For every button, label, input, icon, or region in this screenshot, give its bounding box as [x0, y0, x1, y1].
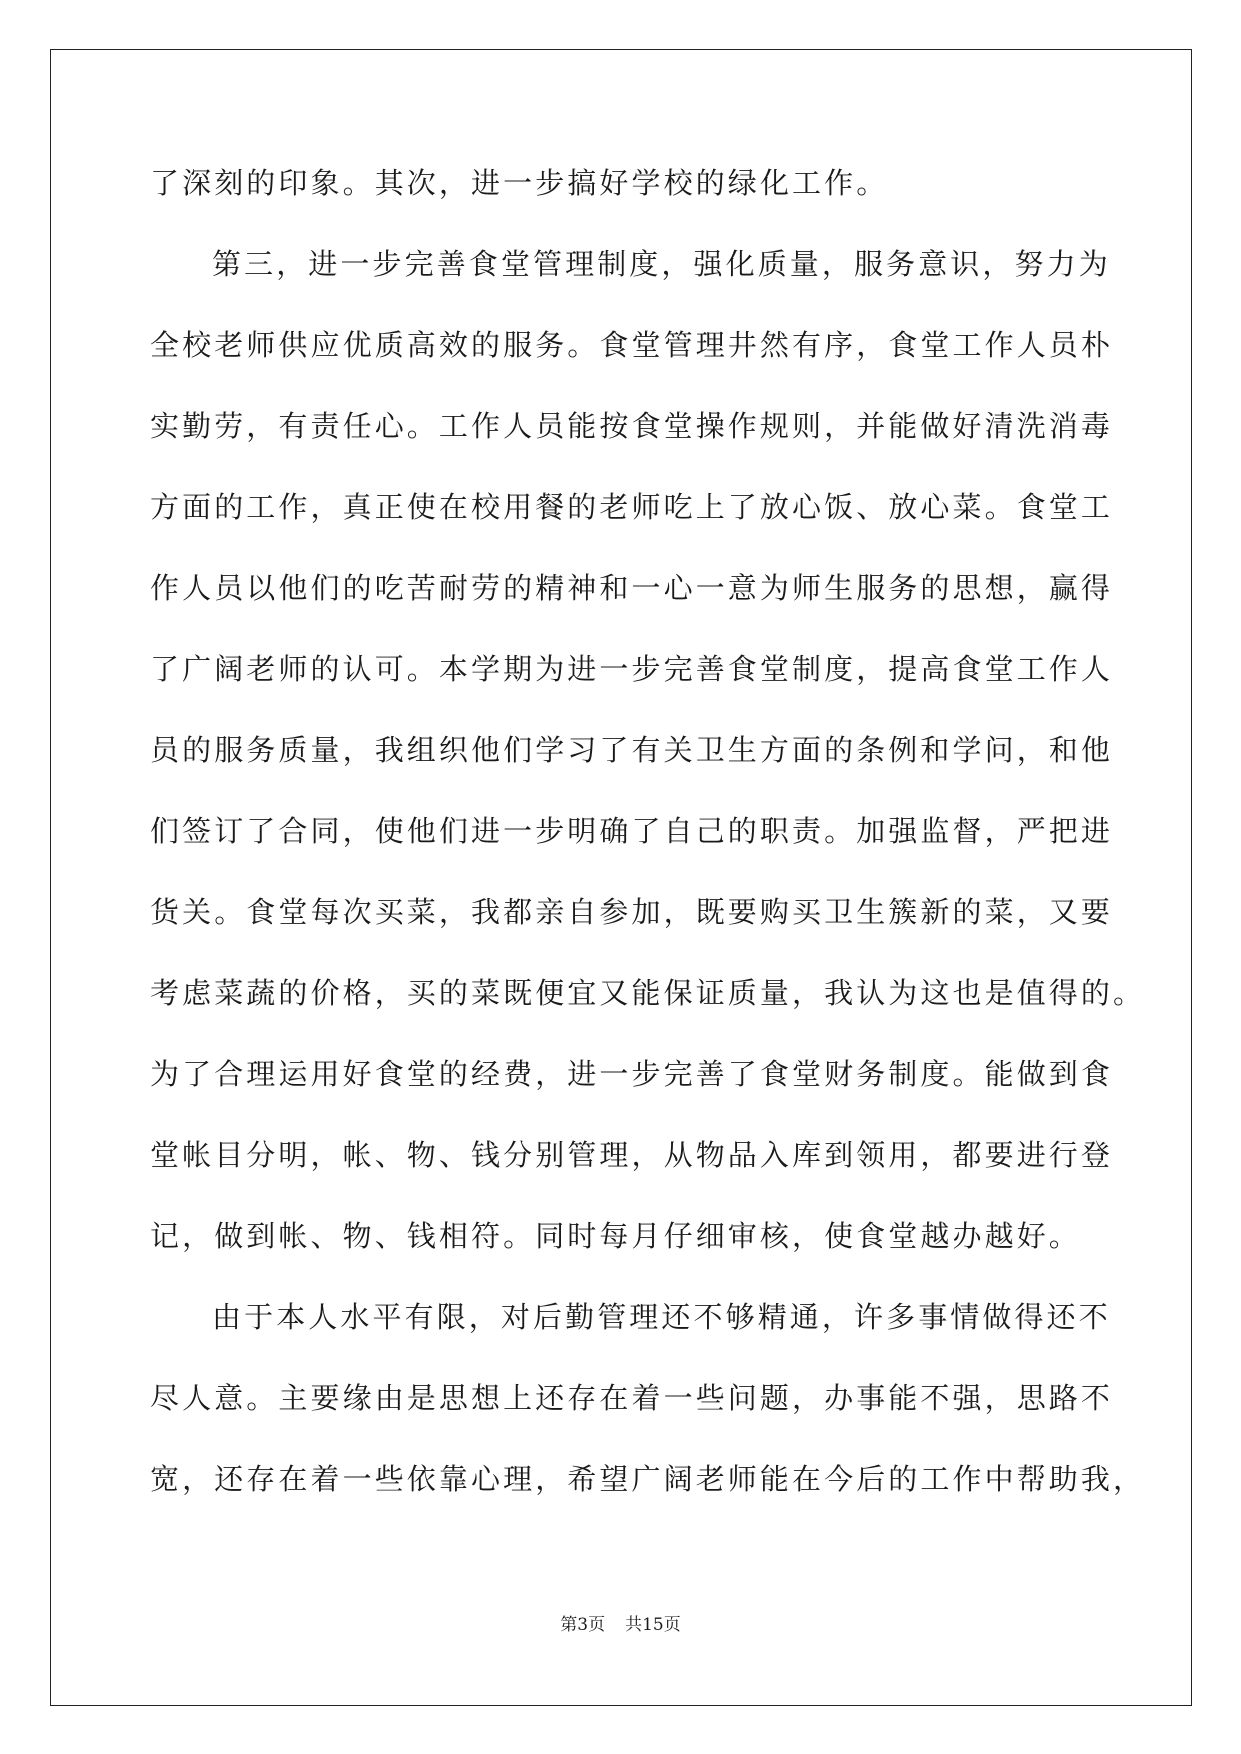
text-line: 作人员以他们的吃苦耐劳的精神和一心一意为师生服务的思想，赢得	[150, 571, 1114, 605]
text-line: 全校老师供应优质高效的服务。食堂管理井然有序，食堂工作人员朴	[150, 328, 1114, 362]
text-line: 方面的工作，真正使在校用餐的老师吃上了放心饭、放心菜。食堂工	[150, 490, 1114, 524]
text-line: 实勤劳，有责任心。工作人员能按食堂操作规则，并能做好清洗消毒	[150, 409, 1114, 443]
text-line: 考虑菜蔬的价格，买的菜既便宜又能保证质量，我认为这也是值得的。	[150, 976, 1146, 1010]
page-footer	[0, 1613, 1241, 1637]
page-total: 共15页	[625, 1615, 681, 1635]
text-line: 了深刻的印象。其次，进一步搞好学校的绿化工作。	[150, 166, 889, 200]
text-line: 尽人意。主要缘由是思想上还存在着一些问题，办事能不强，思路不	[150, 1381, 1114, 1415]
document-body	[150, 163, 1146, 1540]
text-line: 了广阔老师的认可。本学期为进一步完善食堂制度，提高食堂工作人	[150, 652, 1114, 686]
text-line: 货关。食堂每次买菜，我都亲自参加，既要购买卫生簇新的菜，又要	[150, 895, 1114, 929]
text-line: 员的服务质量，我组织他们学习了有关卫生方面的条例和学问，和他	[150, 733, 1114, 767]
paragraph-start-line: 由于本人水平有限，对后勤管理还不够精通，许多事情做得还不	[212, 1300, 1111, 1334]
paragraph-start-line: 第三，进一步完善食堂管理制度，强化质量，服务意识，努力为	[212, 247, 1111, 281]
text-line: 堂帐目分明，帐、物、钱分别管理，从物品入库到领用，都要进行登	[150, 1138, 1114, 1172]
page-number: 第3页	[560, 1615, 606, 1635]
text-line: 为了合理运用好食堂的经费，进一步完善了食堂财务制度。能做到食	[150, 1057, 1114, 1091]
text-line: 宽，还存在着一些依靠心理，希望广阔老师能在今后的工作中帮助我，	[150, 1462, 1146, 1496]
text-line: 记，做到帐、物、钱相符。同时每月仔细审核，使食堂越办越好。	[150, 1219, 1081, 1253]
text-line: 们签订了合同，使他们进一步明确了自己的职责。加强监督，严把进	[150, 814, 1114, 848]
